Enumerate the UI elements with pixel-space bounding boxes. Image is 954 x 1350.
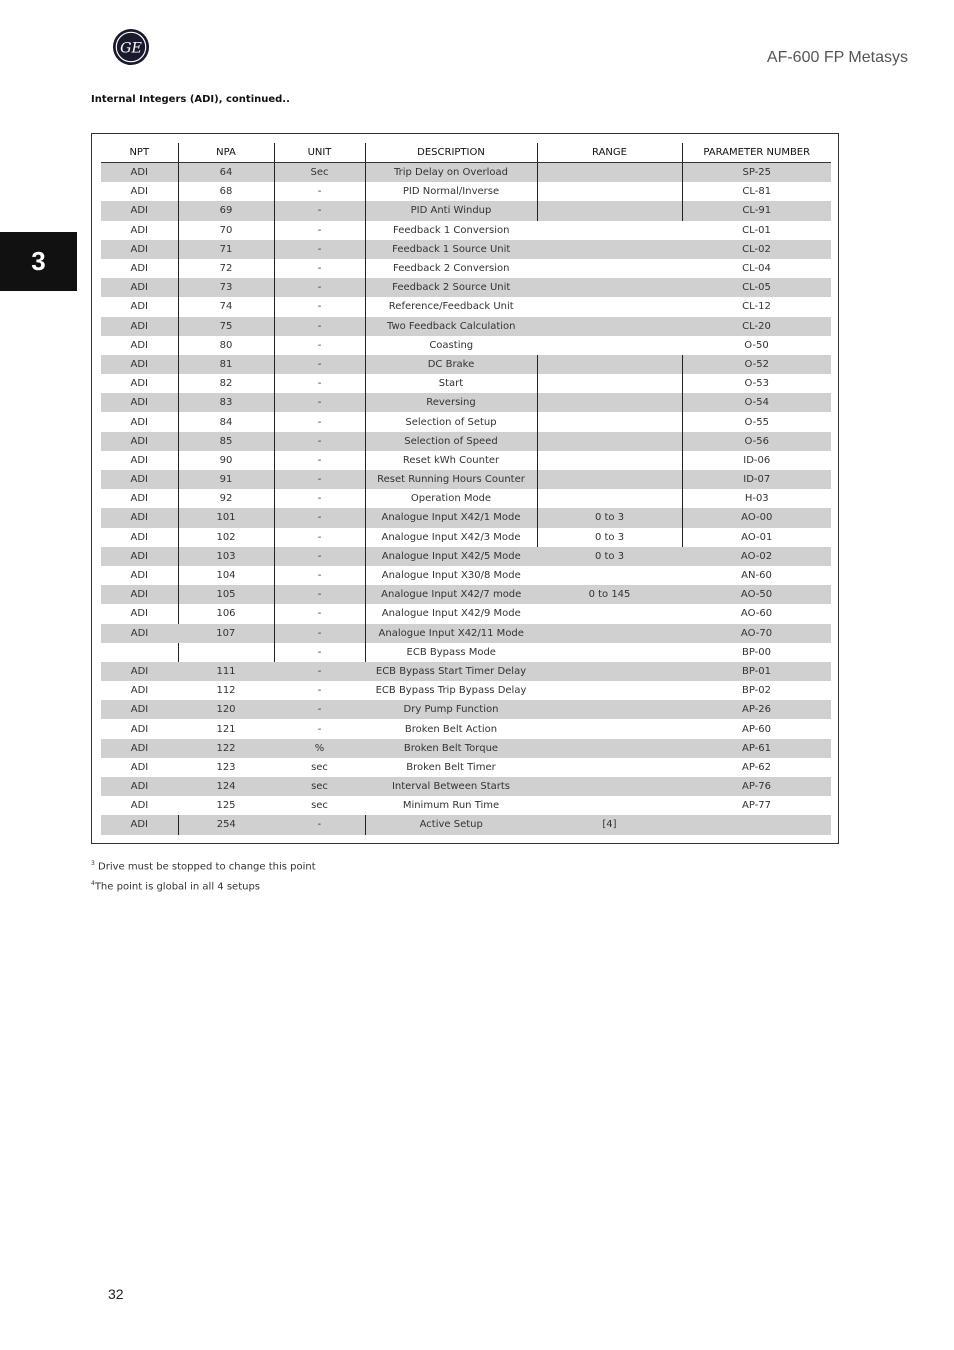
table-cell-unit: - (274, 604, 365, 623)
table-cell-param: AN-60 (741, 570, 772, 582)
table-cell-description: Selection of Speed (365, 432, 537, 451)
table-cell-npa: 111 (178, 662, 274, 681)
table-cell-npa: 92 (178, 489, 274, 508)
footnote (91, 860, 316, 872)
table-cell-description: Reference/Feedback Unit (365, 297, 537, 316)
table-cell-npa: 104 (178, 566, 274, 585)
table-cell-range (537, 336, 682, 355)
table-cell-npt: ADI (101, 815, 178, 834)
table-cell-npt: ADI (101, 393, 178, 412)
table-cell-npt: ADI (101, 355, 178, 374)
table-cell-param: AP-62 (742, 761, 771, 773)
table-cell-description: Broken Belt Torque (365, 739, 537, 758)
table-cell-description: Feedback 1 Conversion (365, 221, 537, 240)
table-cell-description: Reset Running Hours Counter (365, 470, 537, 489)
table-cell-range: 0 to 3 (537, 528, 682, 547)
table-cell-range (537, 201, 682, 220)
table-cell-range (537, 758, 682, 777)
table-frame (91, 133, 839, 844)
table-cell-unit: - (274, 240, 365, 259)
table-row (101, 566, 831, 585)
table-cell-npt: ADI (130, 263, 148, 275)
table-cell-unit: - (274, 221, 365, 240)
table-cell-npa: 102 (178, 528, 274, 547)
table-cell-description: Feedback 2 Conversion (365, 259, 537, 278)
table-cell-range (537, 681, 682, 700)
table-cell-range: 0 to 3 (537, 547, 682, 566)
table-row (101, 777, 831, 796)
table-row (101, 221, 831, 240)
table-row (101, 336, 831, 355)
column-header: NPA (178, 143, 274, 163)
table-cell-npt: ADI (101, 739, 178, 758)
table-row (101, 355, 831, 374)
table-cell-range (537, 739, 682, 758)
table-cell-range (537, 163, 682, 183)
table-cell-npa: 90 (178, 451, 274, 470)
table-cell-npt: ADI (130, 723, 149, 735)
table-cell-range: [4] (537, 815, 682, 834)
table-cell-npt: ADI (101, 624, 178, 643)
parameter-table (101, 143, 831, 835)
chapter-tab: 3 (0, 232, 77, 291)
table-row (101, 451, 831, 470)
table-cell-npa: 85 (178, 432, 274, 451)
footnote-text: Drive must be stopped to change this point (94, 861, 316, 873)
table-cell-unit: - (274, 336, 365, 355)
table-cell-param: BP-01 (682, 662, 831, 681)
table-cell-npa: 112 (216, 685, 236, 697)
table-cell-unit: sec (311, 761, 328, 773)
table-cell-range (537, 719, 682, 738)
table-cell-description: Reset kWh Counter (365, 451, 537, 470)
table-cell-unit: - (274, 470, 365, 489)
table-row (101, 604, 831, 623)
table-row (101, 201, 831, 220)
table-cell-unit: - (274, 566, 365, 585)
table-cell-unit: - (274, 624, 365, 643)
table-cell-description: Analogue Input X42/9 Mode (365, 604, 537, 623)
table-row (101, 163, 831, 183)
table-cell-description: Reversing (365, 393, 537, 412)
table-cell-unit: sec (274, 777, 365, 796)
table-cell-range (537, 278, 682, 297)
table-cell-param: AO-00 (682, 508, 831, 527)
table-row (101, 432, 831, 451)
table-cell-unit: - (274, 700, 365, 719)
table-cell-description: ECB Bypass Mode (365, 643, 537, 662)
table-cell-unit: - (274, 528, 365, 547)
table-cell-npt: ADI (130, 301, 148, 313)
table-row (101, 643, 831, 662)
table-cell-npa: 103 (178, 547, 274, 566)
table-cell-param: AO-70 (682, 624, 831, 643)
table-cell-description: PID Normal/Inverse (365, 182, 537, 201)
table-row (101, 624, 831, 643)
table-cell-param: CL-04 (742, 263, 771, 275)
table-cell-unit: - (274, 643, 365, 662)
table-cell-description: Analogue Input X42/5 Mode (365, 547, 537, 566)
table-cell-unit: - (274, 815, 365, 834)
table-cell-npa: 101 (178, 508, 274, 527)
table-cell-unit: - (274, 489, 365, 508)
table-cell-npa: 122 (178, 739, 274, 758)
table-cell-range (537, 489, 682, 508)
table-cell-npa: 121 (216, 723, 236, 735)
table-cell-param: O-53 (682, 374, 831, 393)
table-cell-unit: - (274, 547, 365, 566)
table-cell-range (537, 259, 682, 278)
table-cell-description: Feedback 2 Source Unit (365, 278, 537, 297)
table-cell-npt: ADI (101, 470, 178, 489)
table-cell-unit: % (274, 739, 365, 758)
table-cell-param: O-56 (682, 432, 831, 451)
table-cell-param: O-54 (682, 393, 831, 412)
table-cell-description: ECB Bypass Start Timer Delay (365, 662, 537, 681)
table-cell-npa: 64 (178, 163, 274, 183)
table-cell-range (537, 566, 682, 585)
table-cell-param: BP-00 (741, 646, 771, 658)
table-cell-npt: ADI (130, 454, 148, 466)
table-cell-param: AP-76 (682, 777, 831, 796)
table-cell-range (537, 355, 682, 374)
table-cell-param: CL-01 (742, 224, 771, 236)
table-cell-param: AO-02 (682, 547, 831, 566)
table-cell-npt: ADI (130, 608, 148, 620)
table-cell-unit: - (274, 585, 365, 604)
table-cell-npt (101, 643, 178, 662)
column-header: RANGE (537, 143, 682, 163)
table-cell-npa: 74 (178, 297, 274, 316)
table-cell-param (682, 815, 831, 834)
table-cell-npa: 105 (178, 585, 274, 604)
table-cell-npa: 69 (178, 201, 274, 220)
table-cell-range (537, 700, 682, 719)
table-cell-npa: 124 (178, 777, 274, 796)
table-row (101, 489, 831, 508)
table-cell-npa: 83 (178, 393, 274, 412)
table-cell-param: O-52 (682, 355, 831, 374)
table-cell-description: Analogue Input X42/7 mode (365, 585, 537, 604)
table-cell-npa: 82 (178, 374, 274, 393)
table-cell-npa: 73 (178, 278, 274, 297)
table-cell-npa: 91 (178, 470, 274, 489)
table-row (101, 681, 831, 700)
table-cell-range (537, 796, 682, 815)
column-header: UNIT (274, 143, 365, 163)
table-cell-param: CL-91 (682, 201, 831, 220)
table-cell-param: ID-07 (682, 470, 831, 489)
table-cell-range (537, 393, 682, 412)
table-cell-description: DC Brake (365, 355, 537, 374)
table-cell-unit: - (317, 685, 322, 697)
table-cell-description: Coasting (365, 336, 537, 355)
table-row (101, 240, 831, 259)
table-cell-param: AP-60 (742, 723, 771, 735)
table-cell-description: Broken Belt Action (404, 723, 498, 735)
table-cell-description: Selection of Setup (365, 412, 537, 431)
table-cell-description: Analogue Input X30/8 Mode (365, 566, 537, 585)
table-row (101, 796, 831, 815)
table-cell-range (537, 777, 682, 796)
table-cell-description: Dry Pump Function (365, 700, 537, 719)
table-cell-description: ECB Bypass Trip Bypass Delay (375, 685, 527, 697)
table-cell-range: 0 to 3 (537, 508, 682, 527)
table-row (101, 278, 831, 297)
table-row (101, 528, 831, 547)
table-cell-npa: 72 (178, 259, 274, 278)
table-cell-npt: ADI (130, 761, 149, 773)
table-cell-description: Trip Delay on Overload (365, 163, 537, 183)
table-cell-npt: ADI (130, 685, 149, 697)
table-cell-param: AO-50 (682, 585, 831, 604)
table-cell-npa: 123 (216, 761, 236, 773)
table-cell-npt: ADI (101, 240, 178, 259)
table-cell-npa: 81 (178, 355, 274, 374)
table-cell-param: O-55 (682, 412, 831, 431)
table-row (101, 815, 831, 834)
table-cell-npa: 75 (178, 317, 274, 336)
table-cell-range (537, 643, 682, 662)
table-cell-npt: ADI (101, 585, 178, 604)
table-header-row (101, 143, 831, 163)
column-header: PARAMETER NUMBER (682, 143, 831, 163)
table-cell-npa: 254 (178, 815, 274, 834)
table-row (101, 393, 831, 412)
table-cell-npt: ADI (130, 570, 148, 582)
table-cell-npa: 125 (216, 800, 236, 812)
svg-text:GE: GE (120, 40, 142, 57)
table-cell-npa (178, 643, 274, 662)
table-cell-range (537, 240, 682, 259)
column-header: DESCRIPTION (365, 143, 537, 163)
table-cell-npa: 84 (178, 412, 274, 431)
table-cell-range (537, 624, 682, 643)
table-cell-range (537, 662, 682, 681)
table-cell-npt: ADI (130, 800, 149, 812)
table-row (101, 662, 831, 681)
table-cell-npt: ADI (130, 531, 148, 543)
table-cell-npt: ADI (101, 278, 178, 297)
table-row (101, 412, 831, 431)
table-cell-unit: - (274, 182, 365, 201)
table-cell-param: CL-05 (682, 278, 831, 297)
table-row (101, 758, 831, 777)
table-row (101, 508, 831, 527)
table-cell-unit: - (317, 723, 322, 735)
table-cell-description: Interval Between Starts (365, 777, 537, 796)
table-cell-unit: - (274, 297, 365, 316)
table-cell-param: AO-60 (740, 608, 773, 620)
table-row (101, 739, 831, 758)
table-cell-npt: ADI (101, 662, 178, 681)
table-cell-npt: ADI (101, 547, 178, 566)
table-cell-param: AP-77 (742, 800, 771, 812)
table-cell-unit: Sec (274, 163, 365, 183)
table-cell-unit: - (274, 355, 365, 374)
footnote-marker: 4 (91, 880, 95, 887)
table-cell-npt: ADI (130, 416, 148, 428)
table-cell-npt: ADI (101, 508, 178, 527)
table-row (101, 297, 831, 316)
table-cell-description: Two Feedback Calculation (365, 317, 537, 336)
table-cell-npa: 106 (178, 604, 274, 623)
table-cell-npt: ADI (130, 378, 148, 390)
footnote-marker: 3 (91, 860, 95, 867)
table-cell-range (537, 451, 682, 470)
table-row (101, 259, 831, 278)
table-cell-npa: 68 (178, 182, 274, 201)
table-cell-unit: - (274, 278, 365, 297)
table-cell-description: PID Anti Windup (365, 201, 537, 220)
table-row (101, 700, 831, 719)
footnote-text: The point is global in all 4 setups (94, 881, 261, 893)
table-row (101, 470, 831, 489)
table-cell-unit: - (274, 432, 365, 451)
table-cell-param: AO-01 (682, 528, 831, 547)
table-cell-npa: 107 (178, 624, 274, 643)
table-cell-unit: - (274, 393, 365, 412)
table-cell-unit: - (274, 317, 365, 336)
table-cell-range (537, 432, 682, 451)
table-cell-description: Start (365, 374, 537, 393)
section-heading: Internal Integers (ADI), continued.. (91, 94, 290, 105)
table-cell-range (537, 297, 682, 316)
table-cell-npt: ADI (130, 493, 148, 505)
table-cell-range: 0 to 145 (537, 585, 682, 604)
table-cell-unit: - (274, 374, 365, 393)
footnote (91, 880, 260, 892)
table-cell-npt: ADI (101, 201, 178, 220)
table-cell-description: Minimum Run Time (402, 800, 500, 812)
table-cell-param: CL-20 (682, 317, 831, 336)
table-cell-param: AP-61 (682, 739, 831, 758)
table-cell-param: AP-26 (682, 700, 831, 719)
table-cell-range (537, 374, 682, 393)
table-cell-param: ID-06 (682, 451, 831, 470)
table-cell-description: Active Setup (365, 815, 537, 834)
table-cell-npa: 71 (178, 240, 274, 259)
table-cell-unit: - (274, 201, 365, 220)
table-cell-unit: - (274, 451, 365, 470)
table-row (101, 317, 831, 336)
table-cell-npt: ADI (101, 317, 178, 336)
table-cell-npt: ADI (130, 224, 148, 236)
table-cell-range (537, 412, 682, 431)
ge-logo (112, 28, 150, 66)
table-cell-param: H-03 (682, 489, 831, 508)
table-cell-npa: 80 (178, 336, 274, 355)
table-row (101, 182, 831, 201)
page-number: 32 (108, 1286, 124, 1302)
table-cell-param: CL-12 (742, 301, 771, 313)
table-cell-npt: ADI (130, 186, 148, 198)
table-cell-description: Feedback 1 Source Unit (365, 240, 537, 259)
table-cell-param: CL-02 (682, 240, 831, 259)
table-row (101, 374, 831, 393)
table-cell-description: Analogue Input X42/1 Mode (365, 508, 537, 527)
table-row (101, 547, 831, 566)
table-cell-npt: ADI (101, 777, 178, 796)
table-cell-range (537, 221, 682, 240)
table-cell-unit: - (274, 412, 365, 431)
table-cell-range (537, 182, 682, 201)
table-cell-npt: ADI (130, 339, 148, 351)
table-cell-description: Analogue Input X42/3 Mode (365, 528, 537, 547)
table-cell-unit: sec (311, 800, 328, 812)
table-cell-range (537, 604, 682, 623)
table-cell-range (537, 470, 682, 489)
table-cell-npt: ADI (101, 163, 178, 183)
table-cell-param: SP-25 (682, 163, 831, 183)
document-title: AF-600 FP Metasys (766, 49, 908, 66)
table-cell-npa: 120 (178, 700, 274, 719)
table-cell-description: Operation Mode (365, 489, 537, 508)
table-cell-param: CL-81 (682, 182, 831, 201)
table-cell-param: BP-02 (741, 685, 771, 697)
table-cell-npa: 70 (178, 221, 274, 240)
column-header: NPT (101, 143, 178, 163)
table-cell-range (537, 317, 682, 336)
table-cell-unit: - (274, 259, 365, 278)
table-cell-param: O-50 (744, 339, 769, 351)
table-cell-unit: - (274, 662, 365, 681)
table-row (101, 585, 831, 604)
table-cell-description: Analogue Input X42/11 Mode (365, 624, 537, 643)
table-cell-description: Broken Belt Timer (406, 761, 496, 773)
table-cell-npt: ADI (101, 432, 178, 451)
table-cell-unit: - (274, 508, 365, 527)
table-row (101, 719, 831, 738)
table-cell-npt: ADI (101, 700, 178, 719)
